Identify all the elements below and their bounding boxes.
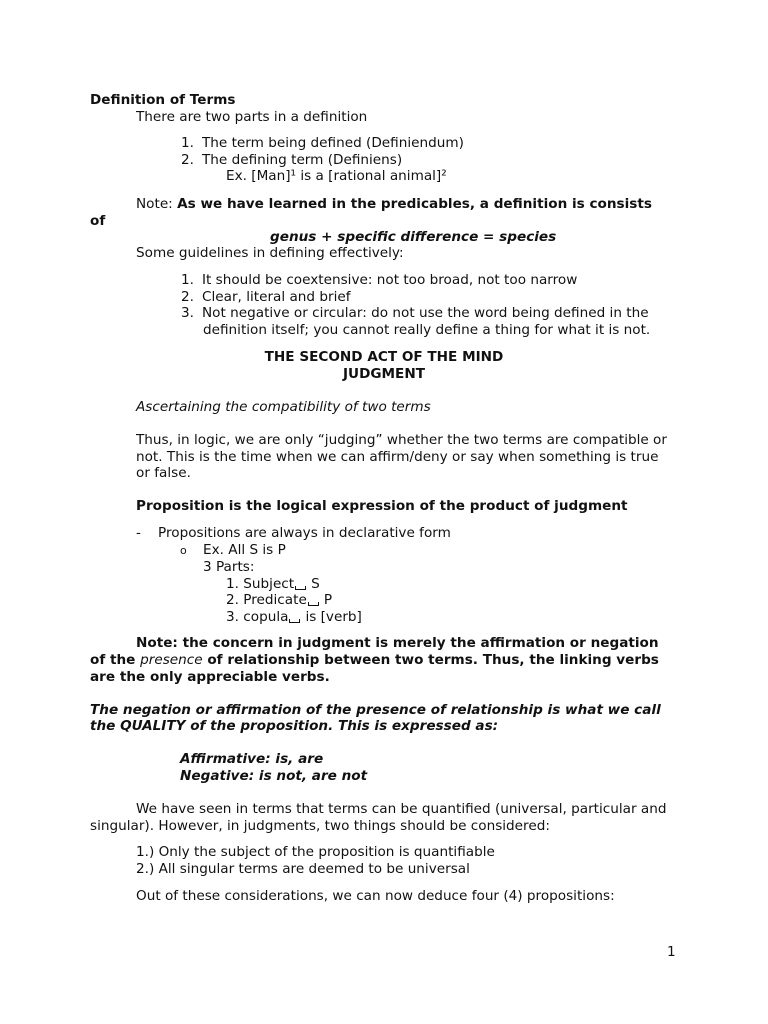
- section-subtitle: JUDGMENT: [342, 366, 425, 382]
- part-value: S: [311, 576, 320, 592]
- note-judgment-line-2: [90, 652, 659, 668]
- list-number: 2.: [181, 289, 194, 305]
- judging-paragraph-line-3: or false.: [136, 465, 191, 481]
- connector-icon: [308, 596, 319, 606]
- guideline-item-1: [181, 272, 577, 288]
- list-text: It should be coextensive: not too broad, not too narrow: [202, 272, 578, 288]
- list-number: 1.: [181, 272, 194, 288]
- part-value: is [verb]: [305, 609, 362, 625]
- guidelines-intro: Some guidelines in defining effectively:: [136, 245, 404, 261]
- list-number: 2.: [181, 152, 194, 168]
- propositions-bullet: [136, 525, 451, 541]
- quantity-point-1: 1.) Only the subject of the proposition is quantifiable: [136, 844, 495, 860]
- definition-part-1: [181, 135, 464, 151]
- quantity-paragraph-line-1: We have seen in terms that terms can be quantified (universal, particular and: [136, 801, 667, 817]
- part-subject: [226, 576, 320, 592]
- part-label: 3. copula: [226, 609, 289, 625]
- proposition-example: [180, 542, 286, 559]
- quality-affirmative: Affirmative: is, are: [180, 751, 324, 767]
- list-text: Clear, literal and brief: [202, 289, 351, 305]
- definition-formula: genus + specific difference = species: [270, 229, 557, 245]
- section-title: THE SECOND ACT OF THE MIND: [264, 349, 504, 365]
- dash-marker: -: [136, 525, 141, 541]
- guideline-item-2: [181, 289, 351, 305]
- quantity-conclusion: Out of these considerations, we can now deduce four (4) propositions:: [136, 888, 615, 904]
- connector-icon: [295, 580, 306, 590]
- part-value: P: [323, 592, 333, 608]
- proposition-heading: Proposition is the logical expression of the product of judgment: [136, 498, 628, 514]
- circle-bullet: o: [180, 544, 187, 557]
- note-text: of the: [90, 652, 141, 668]
- list-number: 3.: [181, 305, 194, 321]
- note-label: Note:: [136, 196, 178, 212]
- quality-negative: Negative: is not, are not: [180, 768, 368, 784]
- guideline-item-3-continued: definition itself; you cannot really define a thing for what it is not.: [203, 322, 651, 338]
- list-text: The term being defined (Definiendum): [202, 135, 464, 151]
- part-label: 2. Predicate: [226, 592, 307, 608]
- definition-part-2: [181, 152, 402, 168]
- definition-example: Ex. [Man]¹ is a [rational animal]²: [226, 168, 447, 184]
- note-text: of relationship between two terms. Thus, the linking verbs: [202, 652, 659, 668]
- judging-paragraph-line-2: not. This is the time when we can affirm/deny or say when something is true: [136, 449, 659, 465]
- list-text: The defining term (Definiens): [202, 152, 403, 168]
- connector-icon: [289, 613, 300, 623]
- note-predicables: [136, 196, 652, 212]
- quality-line-1: The negation or affirmation of the presence of relationship is what we call: [90, 702, 661, 718]
- definition-intro: There are two parts in a definition: [136, 109, 368, 125]
- section-heading-definition: Definition of Terms: [90, 92, 236, 108]
- note-emphasis: presence: [140, 652, 203, 668]
- list-text: Ex. All S is P: [203, 542, 286, 558]
- part-predicate: [226, 592, 332, 608]
- part-label: 1. Subject: [226, 576, 295, 592]
- list-text: Propositions are always in declarative form: [158, 525, 451, 541]
- part-copula: [226, 609, 362, 625]
- note-text: As we have learned in the predicables, a definition is consists: [177, 196, 652, 212]
- guideline-item-3: [181, 305, 649, 321]
- list-text: Not negative or circular: do not use the word being defined in the: [202, 305, 649, 321]
- note-judgment-line-1: Note: the concern in judgment is merely the affirmation or negation: [136, 635, 659, 651]
- parts-label: 3 Parts:: [203, 559, 255, 575]
- section-tagline: Ascertaining the compatibility of two terms: [136, 399, 431, 415]
- quantity-paragraph-line-2: singular). However, in judgments, two things should be considered:: [90, 818, 550, 834]
- page-number: 1: [667, 944, 676, 960]
- judging-paragraph-line-1: Thus, in logic, we are only “judging” whether the two terms are compatible or: [136, 432, 667, 448]
- note-wrap: of: [90, 213, 106, 229]
- note-judgment-line-3: are the only appreciable verbs.: [90, 669, 330, 685]
- quality-line-2: the QUALITY of the proposition. This is expressed as:: [90, 718, 499, 734]
- list-number: 1.: [181, 135, 194, 151]
- quantity-point-2: 2.) All singular terms are deemed to be universal: [136, 861, 470, 877]
